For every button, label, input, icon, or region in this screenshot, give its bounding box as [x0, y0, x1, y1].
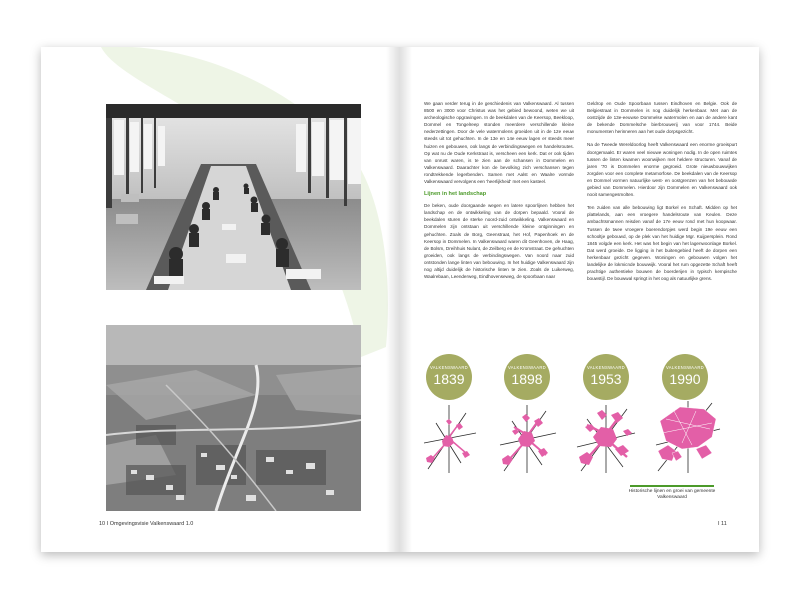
timeline-badge-1839 — [426, 354, 472, 400]
text-column-2 — [587, 100, 737, 288]
badge-label: VALKENSWAARD — [507, 365, 547, 370]
caption-rule — [630, 485, 714, 487]
magazine-spread — [41, 47, 759, 552]
factory-workers-photo — [106, 104, 361, 290]
badge-label: VALKENSWAARD — [586, 365, 626, 370]
section-heading: Lijnen in het landschap — [424, 191, 487, 198]
timeline-badge-1898 — [504, 354, 550, 400]
text-column-1 — [424, 100, 574, 286]
left-gutter-shadow — [386, 47, 400, 552]
right-page — [400, 47, 759, 552]
left-page-folio: 10 I Omgevingsvisie Valkenswaard 1.0 — [99, 521, 194, 527]
paragraph: Ten zuiden van alle bebouwing ligt Borkel en Schaft. Midden op het plattelands, aan een vroegere handelsroute van Keulen. Deze ambachtsmannen reisden vanaf de 17e eeuw rond met hun koopwaar. Tussen de twee vroegere boerendorpjes werd begin 19e eeuw een schooltje gebouwd, op de plek van het huidige Mgr. Kuijpersplein. Rond 1845 volgde een kerk. Het was het begin van het lagenwoonlage Borkel. Dat werd groeide. De ligging in het buitengebied heeft de dorpen een herkenbaar gezicht gegeven. Woningen en gebouwen volgen het landelijke de lokmicnde bouwwijk. Vooral het rum opgezette Schaft heeft prachtige authentieke bouwen de boerderijen in typisch kempische bouwstijl. De bouwwal springt in het oog als natuurlijke grens. — [587, 205, 737, 282]
timeline-badge-1953 — [583, 354, 629, 400]
paragraph: We gaan verder terug in de geschiedenis van Valkenswaard. Al tussen 8500 en 3000 voor Christus was het gebied bewoond, weten we uit archeologische opgravingen. In de beekdalen van de Keersop, Beekloop, Dommel en Tongelreep stonden meerdere verschillende kleine nederzettingen. Door de vele watermolens groeiden uit in de 12e eeuw steeds uit tot gehuchten. In de 13e en 14e eeuw lagen er steeds meer huizen en gebouwen, ook langs de verbindingswegen en handelsroutes. Op wat nu de Oude Kerkstraat is, verscheen een kerk. Dat er ook tijden van onrust waren, is te zien aan de schansen in Dommelen en Valkenswaard. Daarachter kon de bevolking zich verschansen tegen rondtrekkende legerbenden. Samen met Aalst en Waalre vormde Valkenswaard vervolgens een 'heerlijkheid' met een kasteel. — [424, 101, 574, 185]
paragraph: Na de Tweede Wereldoorlog heeft Valkenswaard een enorme groeispurt doorgemaakt. Er waren veel nieuwe woningen nodig. In de open ruimtes tussen de linten kwamen woonwijken met heldere structuren. Vanaf de jaren '70 is Dommelen enorme gegroeid. Grote nieuwbouwwijken zorgden voor een complete metamorfose. De beekdalen van de Keersop en Dommel vormen natuurlijke west- en oostgrenzen van het bebouwde gebied van Dommelen. Hierdoor zijn Dommelen en Valkenswaard ook nooit samengesmolten. — [587, 142, 737, 198]
left-page — [41, 47, 400, 552]
growth-map-1839 — [416, 403, 482, 475]
badge-year: 1839 — [433, 371, 465, 387]
right-gutter-shadow — [400, 47, 412, 552]
badge-label: VALKENSWAARD — [429, 365, 469, 370]
badge-year: 1898 — [511, 371, 543, 387]
growth-map-1990 — [652, 399, 724, 475]
aerial-village-photo — [106, 325, 361, 511]
paragraph: De beken, oude doorgaande wegen en latere spoorlijnen hebben het landschap en de ontwikkeling van de dorpen bepaald. Vooral de beekdalen sturen de sterke noord-zuid ontwikkeling. Valkenswaard en Dommelen zijn ontstaan uit verschillende kleine ontginningen en gehuchten. Zoals de Borg, Geenstraat, het Hof, Papenhoek en de Keersop in Dommelen. In Valkenswaard waren dit Geenhoven, de Haag, de Bolsm, Dreihhuis Nulant, de Zeilberg en de Kromstraat. De gehuchten groeiden, ook langs de verbindingswegen. Van noord naar zuid ontstonden lange linten van bebouwing. In het huidige Valkenswaard zijn nog altijd duidelijk de historische linten te zien. Zoals de Luikerweg, Waalrebaan, Leenderweg, Eindhovenseweg, de spoorbaan naar — [424, 203, 574, 280]
badge-label: VALKENSWAARD — [665, 365, 705, 370]
timeline-badge-1990 — [662, 354, 708, 400]
right-page-folio: I 11 — [718, 521, 727, 527]
maps-caption: Historische lijnen en groei van gemeente Valkenswaard — [628, 489, 716, 501]
badge-year: 1953 — [590, 371, 622, 387]
paragraph: Geldrop en Oude Spoorbaan tussen Eindhoven en Belgie. Ook de Belgiestraat in Dommelen is nog duidelijk herkenbaar. Met aan de oostzijde de 13e-eeuwse Dommelse watermolen en aan de andere kant de bekende Dommelsche bierbrouwerij van voor 1744. Beide monumenten herinneren aan het oude dorpsgezicht. — [587, 101, 737, 135]
badge-year: 1990 — [669, 371, 701, 387]
growth-map-1898 — [494, 403, 560, 475]
growth-map-1953 — [573, 403, 639, 475]
